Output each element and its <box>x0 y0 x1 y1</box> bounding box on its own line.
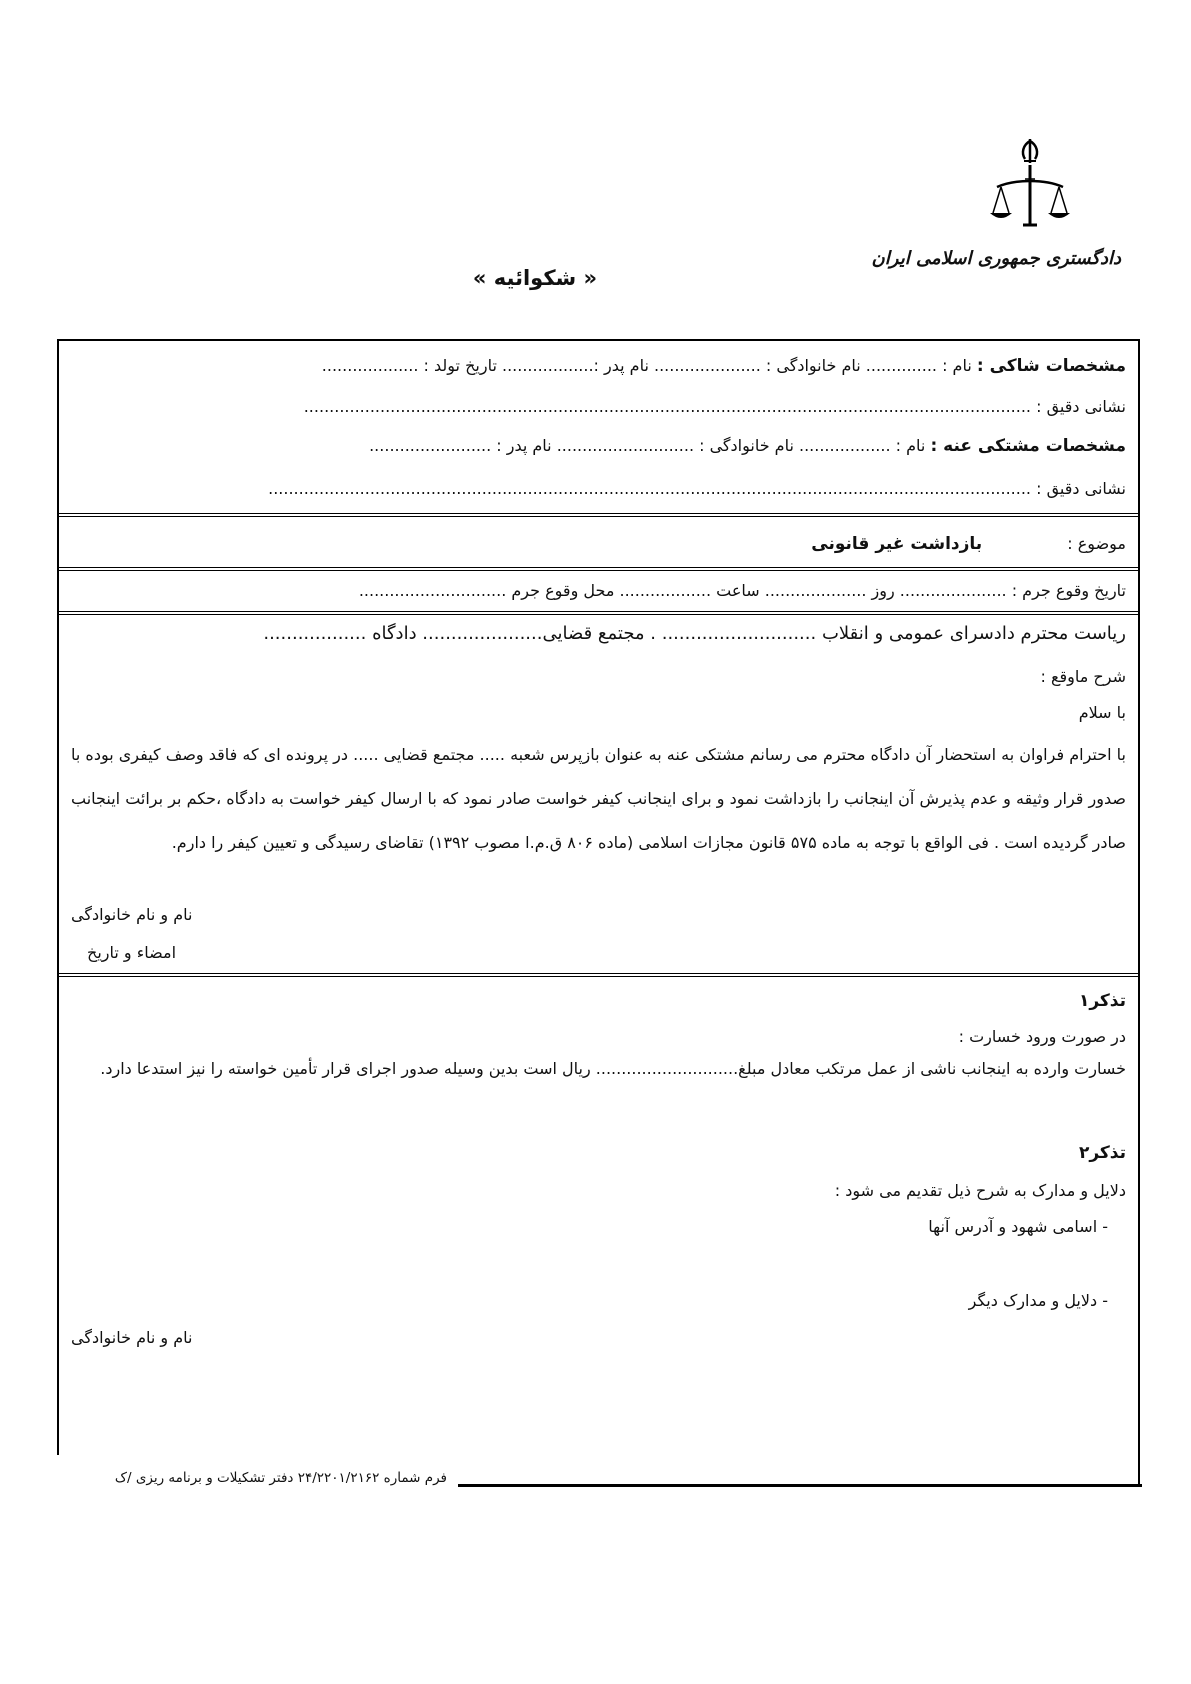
complaint-body: با احترام فراوان به استحضار آن دادگاه محترم می رسانم مشتکی عنه به عنوان بازپرس شعبه ..... مجتمع قضایی ..... در پرونده ای که فاقد وصف کیفری بوده با صدور قرار وثیقه و عدم پذیرش آن اینجانب را بازداشت نمود و برای اینجانب کیفر خواست صادر نمود که با ارسال کیفر خواست به دادگاه ،حکم بر برائت اینجانب صادر گردیده است . فی الواقع با توجه به ماده ۵۷۵ قانون مجازات اسلامی (ماده ۸۰۶ ق.م.ا مصوب ۱۳۹۲) تقاضای رسیدگی و تعیین کیفر را دارم. <box>71 745 1126 852</box>
frame-bottom-line <box>458 1484 1142 1487</box>
bottom-signature-name: نام و نام خانوادگی <box>71 1328 193 1347</box>
section-divider <box>59 567 1138 571</box>
defendant-label: مشخصات مشتکی عنه : <box>930 436 1126 456</box>
complainant-section <box>71 356 1126 376</box>
note1-intro: در صورت ورود خسارت : <box>958 1027 1126 1046</box>
complainant-address: نشانی دقیق : ............................................................................................................................................... <box>303 397 1126 416</box>
greeting: با سلام <box>1078 703 1126 722</box>
signature-date: امضاء و تاریخ <box>87 943 177 962</box>
section-divider <box>59 611 1138 615</box>
signature-name: نام و نام خانوادگی <box>71 905 193 924</box>
scales-of-justice-icon <box>985 135 1075 235</box>
addressee-line: ریاست محترم دادسرای عمومی و انقلاب ........................... . مجتمع قضایی..................... دادگاه .................. <box>263 623 1126 644</box>
note2-title: تذکر۲ <box>1078 1143 1126 1163</box>
subject-row <box>71 534 1126 554</box>
section-divider <box>59 973 1138 977</box>
complainant-label: مشخصات شاکی : <box>976 356 1126 376</box>
complaint-form-frame <box>57 339 1140 1486</box>
subject-label: موضوع : <box>1067 534 1126 553</box>
description-label: شرح ماوقع : <box>1040 667 1126 686</box>
note1-text: خسارت وارده به اینجانب ناشی از عمل مرتکب معادل مبلغ............................ ریال است بدین وسیله صدور اجرای قرار تأمین خواسته را نیز استدعا دارد. <box>100 1059 1126 1078</box>
section-divider <box>59 513 1138 517</box>
subject-value: بازداشت غیر قانونی <box>811 534 983 554</box>
crime-info-row: تاریخ وقوع جرم : ..................... روز .................... ساعت .................. محل وقوع جرم ............................. <box>358 581 1126 600</box>
form-number-footer: فرم شماره ۲۴/۲۲۰۱/۲۱۶۲ دفتر تشکیلات و برنامه ریزی /ک <box>114 1470 447 1486</box>
complainant-fields: نام : .............. نام خانوادگی : ..................... نام پدر :.................. تاریخ تولد : ................... <box>321 356 972 375</box>
list-item: - اسامی شهود و آدرس آنها <box>928 1217 1108 1236</box>
note2-intro: دلایل و مدارک به شرح ذیل تقدیم می شود : <box>834 1181 1126 1200</box>
defendant-section <box>71 436 1126 456</box>
list-item: - دلایل و مدارک دیگر <box>968 1291 1108 1310</box>
note1-title: تذکر۱ <box>1078 991 1126 1011</box>
document-title: « شکوائیه » <box>472 266 598 290</box>
defendant-fields: نام : .................. نام خانوادگی : ........................... نام پدر : ........................ <box>369 436 926 455</box>
defendant-address: نشانی دقیق : ...................................................................................................................................................... <box>268 479 1126 498</box>
organization-name: دادگستری جمهوری اسلامی ایران <box>871 248 1121 269</box>
